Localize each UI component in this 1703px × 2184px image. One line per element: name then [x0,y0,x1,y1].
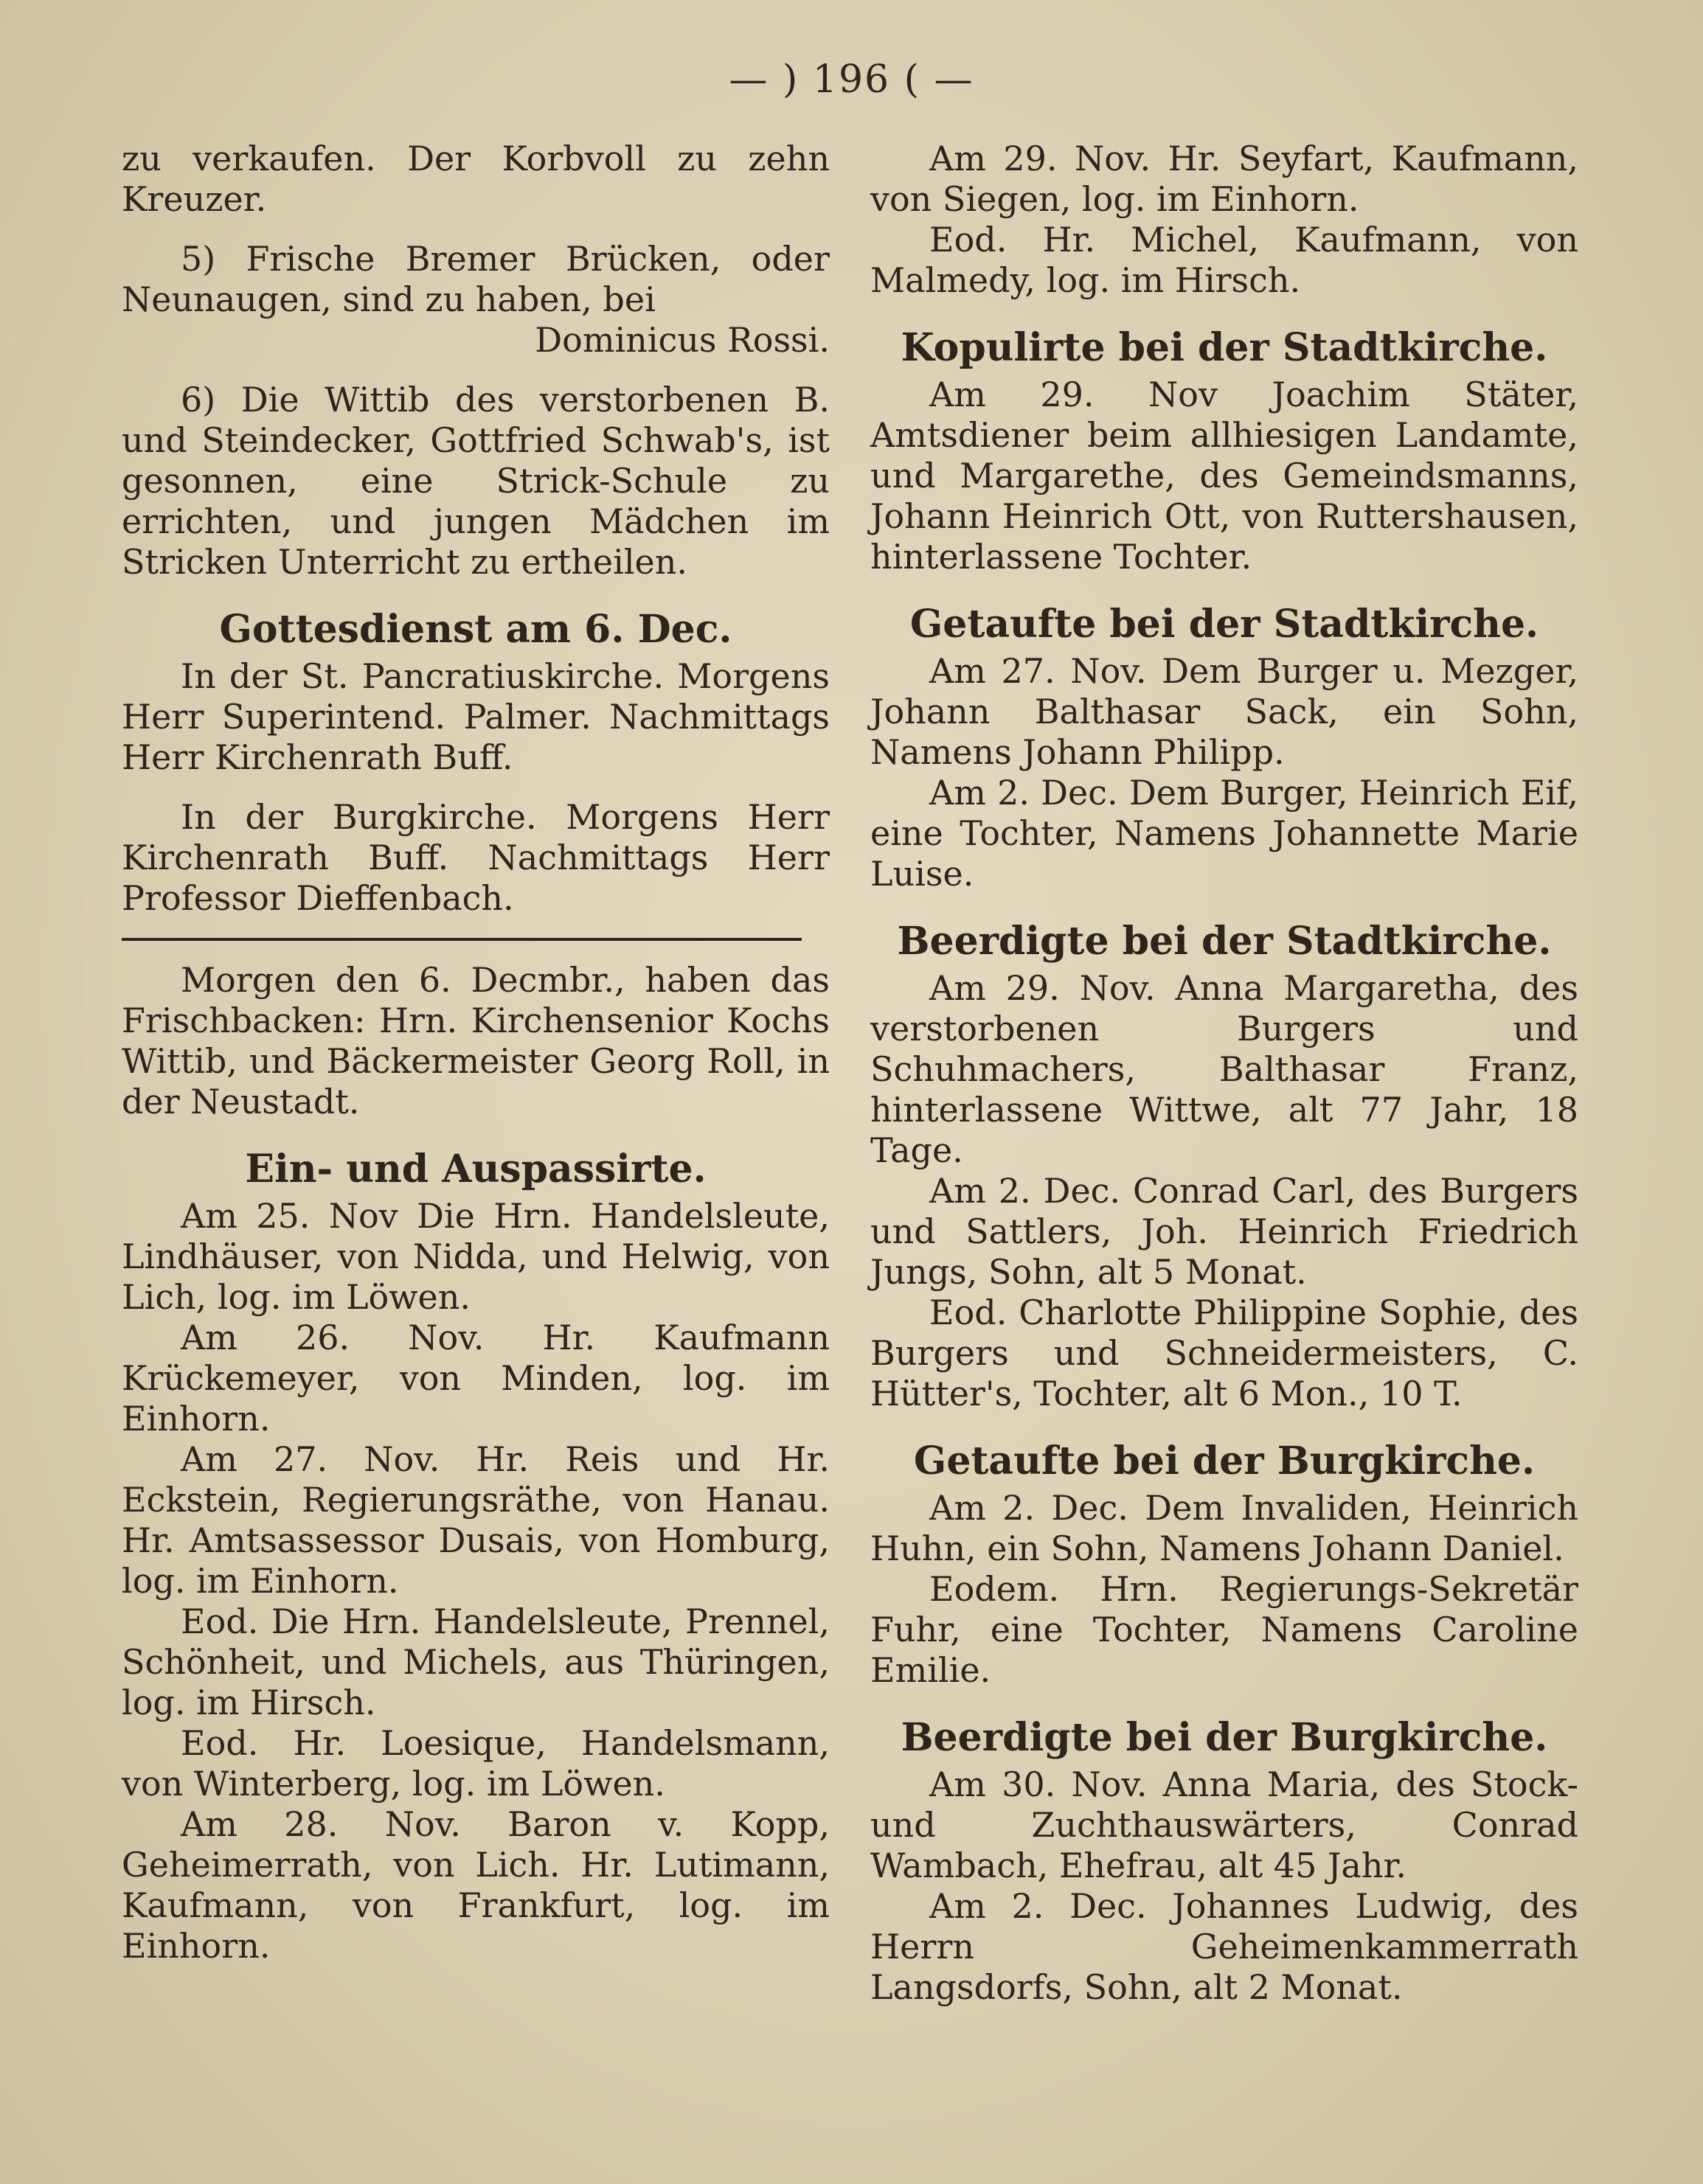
section-divider [122,938,802,941]
baptism-entry: Am 27. Nov. Dem Burger u. Mezger, Johann Balthasar Sack, ein Sohn, Namens Johann Philipp. [870,651,1578,772]
baptism-entry: Am 2. Dec. Dem Invaliden, Heinrich Huhn, ein Sohn, Namens Johann Daniel. [870,1488,1578,1568]
right-column [870,139,1578,2027]
paragraph-knitting-school: 6) Die Wittib des verstorbenen B. und Steindecker, Gottfried Schwab's, ist gesonnen, eine Strick-Schule zu errichten, und jungen Mädchen im Stricken Unterricht zu ertheilen. [122,380,830,582]
baptism-entry: Am 2. Dec. Dem Burger, Heinrich Eif, eine Tochter, Namens Johannette Marie Luise. [870,773,1578,894]
arrival-entry: Am 29. Nov. Hr. Seyfart, Kaufmann, von Siegen, log. im Einhorn. [870,139,1578,219]
arrival-entry: Eod. Hr. Michel, Kaufmann, von Malmedy, log. im Hirsch. [870,220,1578,300]
heading-baptisms-stadtkirche: Getaufte bei der Stadtkirche. [909,602,1539,647]
heading-baptisms-burgkirche: Getaufte bei der Burgkirche. [913,1439,1536,1484]
baptism-entry: Eodem. Hrn. Regierungs-Sekretär Fuhr, eine Tochter, Namens Caroline Emilie. [870,1569,1578,1690]
arrival-entry: Am 26. Nov. Hr. Kaufmann Krückemeyer, von Minden, log. im Einhorn. [122,1318,830,1439]
burial-entry: Am 29. Nov. Anna Margaretha, des verstorbenen Burgers und Schuhmachers, Balthasar Franz, hinterlassene Wittwe, alt 77 Jahr, 18 Tage. [870,968,1578,1170]
heading-worship: Gottesdienst am 6. Dec. [219,607,732,652]
merchant-name: Dominicus Rossi. [535,320,830,360]
arrival-entry: Am 27. Nov. Hr. Reis und Hr. Eckstein, Regierungsräthe, von Hanau. Hr. Amtsassessor Dusais, von Homburg, log. im Einhorn. [122,1439,830,1601]
heading-burials-burgkirche: Beerdigte bei der Burgkirche. [901,1715,1548,1760]
paragraph-baking: Morgen den 6. Decmbr., haben das Frischbacken: Hrn. Kirchensenior Kochs Wittib, und Bäckermeister Georg Roll, in der Neustadt. [122,960,830,1121]
burial-entry: Am 30. Nov. Anna Maria, des Stock- und Zuchthauswärters, Conrad Wambach, Ehefrau, alt 45 Jahr. [870,1764,1578,1885]
burial-entry: Am 2. Dec. Johannes Ludwig, des Herrn Geheimenkammerrath Langsdorfs, Sohn, alt 2 Monat. [870,1886,1578,2007]
arrival-entry: Eod. Hr. Loesique, Handelsmann, von Winterberg, log. im Löwen. [122,1723,830,1804]
heading-arrivals: Ein- und Auspassirte. [245,1147,707,1192]
page-number-header: — ) 196 ( — [729,58,974,102]
burial-entry: Am 2. Dec. Conrad Carl, des Burgers und Sattlers, Joh. Heinrich Friedrich Jungs, Sohn, alt 5 Monat. [870,1171,1578,1292]
paragraph-lampreys: 5) Frische Bremer Brücken, oder Neunaugen, sind zu haben, bei [122,239,830,319]
arrival-entry: Am 25. Nov Die Hrn. Handelsleute, Lindhäuser, von Nidda, und Helwig, von Lich, log. im Löwen. [122,1196,830,1317]
paragraph-basket-sale: zu verkaufen. Der Korbvoll zu zehn Kreuzer. [122,139,830,219]
heading-marriages: Kopulirte bei der Stadtkirche. [901,325,1548,370]
arrival-entry: Eod. Die Hrn. Handelsleute, Prennel, Schönheit, und Michels, aus Thüringen, log. im Hirsch. [122,1602,830,1722]
marriage-entry: Am 29. Nov Joachim Stäter, Amtsdiener beim allhiesigen Landamte, und Margarethe, des Gemeindsmanns, Johann Heinrich Ott, von Ruttershausen, hinterlassene Tochter. [870,375,1578,577]
paragraph-pancratius: In der St. Pancratiuskirche. Morgens Herr Superintend. Palmer. Nachmittags Herr Kirchenrath Buff. [122,656,830,777]
paragraph-burgkirche-worship: In der Burgkirche. Morgens Herr Kirchenrath Buff. Nachmittags Herr Professor Dieffenbach. [122,797,830,918]
burial-entry: Eod. Charlotte Philippine Sophie, des Burgers und Schneidermeisters, C. Hütter's, Tochter, alt 6 Mon., 10 T. [870,1293,1578,1413]
left-column [122,139,830,1966]
arrival-entry: Am 28. Nov. Baron v. Kopp, Geheimerrath, von Lich. Hr. Lutimann, Kaufmann, von Frankfurt, log. im Einhorn. [122,1804,830,1966]
heading-burials-stadtkirche: Beerdigte bei der Stadtkirche. [897,919,1552,964]
